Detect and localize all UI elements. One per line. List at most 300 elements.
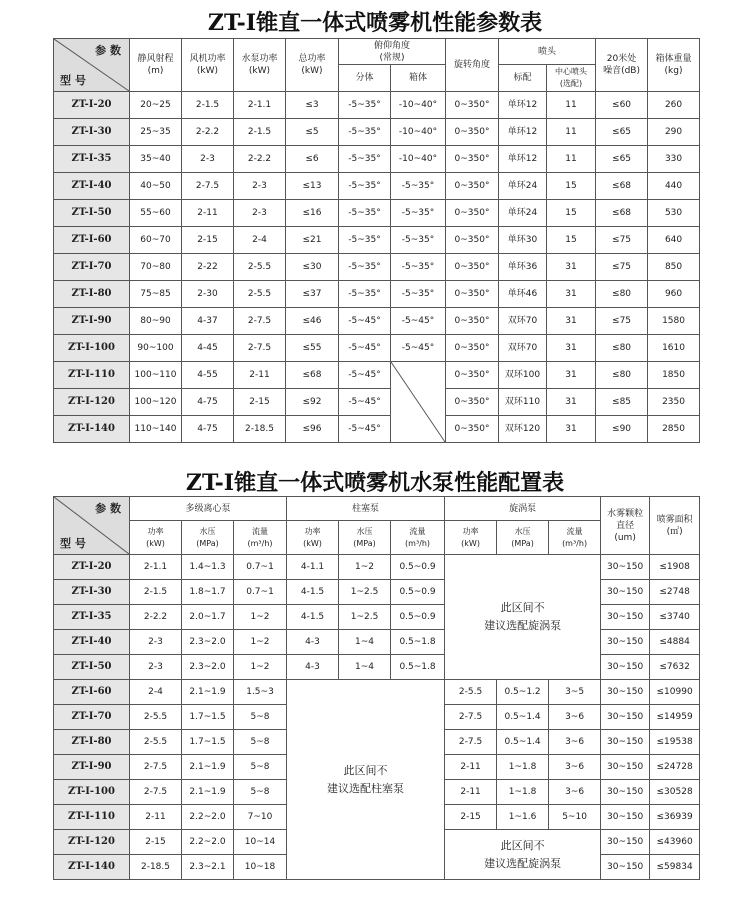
cell-v_press: 1~1.8 (497, 780, 549, 805)
cell-particle: 30~150 (601, 705, 650, 730)
cell-split: -5~35° (339, 254, 391, 281)
cell-v_flow: 5~10 (549, 805, 601, 830)
table-row (54, 680, 700, 705)
cell-m_press: 1.7~1.5 (182, 705, 234, 730)
cell-center: 31 (547, 281, 596, 308)
cell-particle: 30~150 (601, 755, 650, 780)
cell-m_press: 2.3~2.0 (182, 655, 234, 680)
cell-std: 双环110 (499, 389, 547, 416)
cell-particle: 30~150 (601, 630, 650, 655)
model-cell: ZT-I-60 (54, 680, 130, 705)
cell-center: 15 (547, 173, 596, 200)
cell-noise: ≤65 (596, 146, 648, 173)
cell-noise: ≤90 (596, 416, 648, 443)
model-cell: ZT-I-120 (54, 389, 130, 416)
cell-particle: 30~150 (601, 655, 650, 680)
table-row (54, 580, 700, 605)
cell-rot: 0~350° (446, 146, 499, 173)
cell-range: 75~85 (130, 281, 182, 308)
header-v-flow: 流量 (m³/h) (549, 521, 601, 555)
cell-particle: 30~150 (601, 680, 650, 705)
cell-area: ≤43960 (650, 830, 700, 855)
model-cell: ZT-I-110 (54, 805, 130, 830)
cell-m_power: 2-4 (130, 680, 182, 705)
header-pump-power: 水泵功率 (kW) (234, 39, 286, 92)
cell-range: 110~140 (130, 416, 182, 443)
cell-noise: ≤65 (596, 119, 648, 146)
cell-split: -5~45° (339, 389, 391, 416)
cell-p_flow: 0.5~0.9 (391, 605, 445, 630)
header-m-power: 功率 (kW) (130, 521, 182, 555)
cell-v_press: 1~1.8 (497, 755, 549, 780)
header-m-pressure: 水压 (MPa) (182, 521, 234, 555)
header-total-power: 总功率 (kW) (286, 39, 339, 92)
table-row (54, 281, 700, 308)
cell-center: 31 (547, 335, 596, 362)
model-cell: ZT-I-20 (54, 92, 130, 119)
model-cell: ZT-I-120 (54, 830, 130, 855)
cell-weight: 2850 (648, 416, 700, 443)
cell-p_press: 1~2.5 (339, 605, 391, 630)
cell-rot: 0~350° (446, 362, 499, 389)
cell-split: -5~45° (339, 308, 391, 335)
cell-m_press: 2.1~1.9 (182, 780, 234, 805)
cell-split: -5~35° (339, 173, 391, 200)
cell-p_flow: 0.5~0.9 (391, 555, 445, 580)
cell-rot: 0~350° (446, 416, 499, 443)
cell-range: 100~110 (130, 362, 182, 389)
performance-table (53, 38, 700, 443)
table-row (54, 362, 700, 389)
cell-box: -10~40° (391, 119, 446, 146)
cell-v_flow: 3~6 (549, 705, 601, 730)
table2-title: ZT-I锥直一体式喷雾机水泵性能配置表 (185, 470, 565, 496)
cell-range: 80~90 (130, 308, 182, 335)
model-cell: ZT-I-30 (54, 119, 130, 146)
cell-total: ≤13 (286, 173, 339, 200)
cell-center: 31 (547, 254, 596, 281)
cell-range: 60~70 (130, 227, 182, 254)
cell-particle: 30~150 (601, 605, 650, 630)
header-range: 静风射程 (m) (130, 39, 182, 92)
table-row (54, 605, 700, 630)
cell-box: -5~35° (391, 281, 446, 308)
cell-std: 单环24 (499, 200, 547, 227)
empty-cell (391, 362, 446, 443)
header-nozzle: 喷头 (499, 39, 596, 65)
header-rotation: 旋转角度 (446, 39, 499, 92)
cell-weight: 530 (648, 200, 700, 227)
cell-area: ≤2748 (650, 580, 700, 605)
cell-std: 双环100 (499, 362, 547, 389)
cell-m_power: 2-11 (130, 805, 182, 830)
cell-std: 单环36 (499, 254, 547, 281)
table-row (54, 308, 700, 335)
cell-std: 单环46 (499, 281, 547, 308)
pump-config-table (53, 496, 700, 880)
cell-center: 31 (547, 362, 596, 389)
model-cell: ZT-I-40 (54, 630, 130, 655)
model-cell: ZT-I-90 (54, 308, 130, 335)
cell-fan: 2-7.5 (182, 173, 234, 200)
model-cell: ZT-I-35 (54, 146, 130, 173)
cell-noise: ≤80 (596, 362, 648, 389)
cell-noise: ≤85 (596, 389, 648, 416)
cell-split: -5~35° (339, 200, 391, 227)
cell-m_flow: 0.7~1 (234, 555, 287, 580)
header-nozzle-center: 中心喷头 (选配) (547, 65, 596, 92)
cell-p_press: 1~4 (339, 655, 391, 680)
cell-area: ≤3740 (650, 605, 700, 630)
header-v-pressure: 水压 (MPa) (497, 521, 549, 555)
cell-pump: 2-7.5 (234, 335, 286, 362)
cell-center: 15 (547, 227, 596, 254)
cell-m_power: 2-2.2 (130, 605, 182, 630)
cell-fan: 4-45 (182, 335, 234, 362)
cell-m_flow: 10~14 (234, 830, 287, 855)
table-row (54, 173, 700, 200)
cell-center: 31 (547, 389, 596, 416)
table-row (54, 630, 700, 655)
cell-pump: 2-3 (234, 173, 286, 200)
model-cell: ZT-I-70 (54, 705, 130, 730)
table-row (54, 555, 700, 580)
cell-fan: 2-11 (182, 200, 234, 227)
header-plunger-pump: 柱塞泵 (287, 497, 445, 521)
cell-pump: 2-15 (234, 389, 286, 416)
cell-weight: 440 (648, 173, 700, 200)
cell-m_power: 2-15 (130, 830, 182, 855)
model-cell: ZT-I-140 (54, 416, 130, 443)
vortex-not-recommended-note-bottom: 此区间不 建议选配旋涡泵 (445, 830, 601, 880)
cell-m_power: 2-1.1 (130, 555, 182, 580)
cell-m_flow: 1~2 (234, 605, 287, 630)
cell-weight: 1850 (648, 362, 700, 389)
cell-m_flow: 1~2 (234, 630, 287, 655)
cell-box: -10~40° (391, 146, 446, 173)
cell-area: ≤24728 (650, 755, 700, 780)
cell-v_flow: 3~6 (549, 780, 601, 805)
cell-fan: 4-75 (182, 416, 234, 443)
cell-particle: 30~150 (601, 555, 650, 580)
cell-pump: 2-3 (234, 200, 286, 227)
cell-m_flow: 0.7~1 (234, 580, 287, 605)
cell-split: -5~35° (339, 119, 391, 146)
cell-weight: 640 (648, 227, 700, 254)
cell-m_power: 2-7.5 (130, 780, 182, 805)
cell-m_flow: 5~8 (234, 730, 287, 755)
cell-p_flow: 0.5~1.8 (391, 655, 445, 680)
cell-m_press: 1.4~1.3 (182, 555, 234, 580)
cell-fan: 4-37 (182, 308, 234, 335)
cell-range: 55~60 (130, 200, 182, 227)
model-cell: ZT-I-70 (54, 254, 130, 281)
table-row (54, 416, 700, 443)
cell-range: 90~100 (130, 335, 182, 362)
cell-pump: 2-18.5 (234, 416, 286, 443)
cell-noise: ≤75 (596, 227, 648, 254)
cell-fan: 2-3 (182, 146, 234, 173)
cell-center: 31 (547, 416, 596, 443)
cell-m_power: 2-5.5 (130, 730, 182, 755)
cell-total: ≤96 (286, 416, 339, 443)
cell-split: -5~35° (339, 281, 391, 308)
cell-total: ≤30 (286, 254, 339, 281)
table-row (54, 335, 700, 362)
cell-v_press: 0.5~1.4 (497, 730, 549, 755)
cell-fan: 2-22 (182, 254, 234, 281)
cell-particle: 30~150 (601, 730, 650, 755)
cell-weight: 1580 (648, 308, 700, 335)
cell-m_power: 2-5.5 (130, 705, 182, 730)
model-cell: ZT-I-35 (54, 605, 130, 630)
cell-weight: 260 (648, 92, 700, 119)
cell-center: 15 (547, 200, 596, 227)
cell-p_power: 4-1.5 (287, 605, 339, 630)
cell-fan: 2-30 (182, 281, 234, 308)
cell-noise: ≤75 (596, 308, 648, 335)
cell-weight: 850 (648, 254, 700, 281)
cell-center: 11 (547, 146, 596, 173)
header-vortex-pump: 旋涡泵 (445, 497, 601, 521)
cell-pump: 2-5.5 (234, 254, 286, 281)
model-cell: ZT-I-20 (54, 555, 130, 580)
cell-m_flow: 5~8 (234, 780, 287, 805)
cell-pump: 2-11 (234, 362, 286, 389)
cell-range: 70~80 (130, 254, 182, 281)
cell-area: ≤19538 (650, 730, 700, 755)
cell-m_press: 1.8~1.7 (182, 580, 234, 605)
cell-noise: ≤68 (596, 200, 648, 227)
cell-v_power: 2-7.5 (445, 730, 497, 755)
cell-rot: 0~350° (446, 92, 499, 119)
cell-total: ≤5 (286, 119, 339, 146)
cell-m_press: 1.7~1.5 (182, 730, 234, 755)
header-pitch-box: 箱体 (391, 65, 446, 92)
header-particle-size: 水雾颗粒 直径 (um) (601, 497, 650, 555)
cell-m_press: 2.2~2.0 (182, 830, 234, 855)
cell-v_power: 2-7.5 (445, 705, 497, 730)
cell-total: ≤37 (286, 281, 339, 308)
table-row (54, 92, 700, 119)
cell-p_power: 4-3 (287, 655, 339, 680)
header-m-flow: 流量 (m³/h) (234, 521, 287, 555)
cell-area: ≤1908 (650, 555, 700, 580)
cell-m_power: 2-3 (130, 655, 182, 680)
table-row (54, 227, 700, 254)
cell-weight: 1610 (648, 335, 700, 362)
cell-p_power: 4-3 (287, 630, 339, 655)
cell-m_flow: 7~10 (234, 805, 287, 830)
cell-p_press: 1~2 (339, 555, 391, 580)
cell-m_flow: 5~8 (234, 705, 287, 730)
cell-rot: 0~350° (446, 254, 499, 281)
cell-m_press: 2.3~2.1 (182, 855, 234, 880)
cell-area: ≤10990 (650, 680, 700, 705)
cell-split: -5~45° (339, 416, 391, 443)
cell-v_press: 0.5~1.4 (497, 705, 549, 730)
cell-fan: 2-2.2 (182, 119, 234, 146)
table-row (54, 200, 700, 227)
cell-rot: 0~350° (446, 227, 499, 254)
cell-pump: 2-5.5 (234, 281, 286, 308)
model-cell: ZT-I-80 (54, 281, 130, 308)
cell-rot: 0~350° (446, 200, 499, 227)
cell-pump: 2-7.5 (234, 308, 286, 335)
cell-std: 单环12 (499, 146, 547, 173)
cell-noise: ≤60 (596, 92, 648, 119)
table-row (54, 254, 700, 281)
cell-m_flow: 10~18 (234, 855, 287, 880)
header-nozzle-std: 标配 (499, 65, 547, 92)
cell-area: ≤4884 (650, 630, 700, 655)
header-p-pressure: 水压 (MPa) (339, 521, 391, 555)
header-p-flow: 流量 (m³/h) (391, 521, 445, 555)
vortex-not-recommended-note-top: 此区间不 建议选配旋涡泵 (445, 555, 601, 680)
model-cell: ZT-I-100 (54, 780, 130, 805)
cell-center: 31 (547, 308, 596, 335)
cell-fan: 2-15 (182, 227, 234, 254)
cell-box: -10~40° (391, 92, 446, 119)
cell-total: ≤6 (286, 146, 339, 173)
header-spray-area: 喷雾面积 (㎡) (650, 497, 700, 555)
cell-particle: 30~150 (601, 580, 650, 605)
model-cell: ZT-I-90 (54, 755, 130, 780)
cell-weight: 330 (648, 146, 700, 173)
cell-std: 单环12 (499, 92, 547, 119)
cell-weight: 2350 (648, 389, 700, 416)
cell-total: ≤21 (286, 227, 339, 254)
cell-total: ≤55 (286, 335, 339, 362)
cell-std: 单环12 (499, 119, 547, 146)
cell-p_press: 1~4 (339, 630, 391, 655)
cell-m_power: 2-1.5 (130, 580, 182, 605)
table-row (54, 119, 700, 146)
cell-m_press: 2.1~1.9 (182, 755, 234, 780)
cell-particle: 30~150 (601, 780, 650, 805)
cell-p_press: 1~2.5 (339, 580, 391, 605)
cell-m_press: 2.0~1.7 (182, 605, 234, 630)
cell-range: 20~25 (130, 92, 182, 119)
cell-box: -5~35° (391, 227, 446, 254)
header-noise: 20米处 噪音(dB) (596, 39, 648, 92)
cell-range: 100~120 (130, 389, 182, 416)
cell-range: 35~40 (130, 146, 182, 173)
cell-rot: 0~350° (446, 389, 499, 416)
cell-box: -5~35° (391, 254, 446, 281)
cell-box: -5~35° (391, 200, 446, 227)
plunger-not-recommended-note: 此区间不 建议选配柱塞泵 (287, 680, 445, 880)
cell-rot: 0~350° (446, 173, 499, 200)
cell-area: ≤36939 (650, 805, 700, 830)
cell-p_power: 4-1.5 (287, 580, 339, 605)
cell-area: ≤59834 (650, 855, 700, 880)
cell-total: ≤16 (286, 200, 339, 227)
cell-total: ≤68 (286, 362, 339, 389)
header-fan-power: 风机功率 (kW) (182, 39, 234, 92)
cell-pump: 2-2.2 (234, 146, 286, 173)
cell-v_power: 2-11 (445, 780, 497, 805)
cell-fan: 4-75 (182, 389, 234, 416)
header-p-power: 功率 (kW) (287, 521, 339, 555)
cell-pump: 2-1.5 (234, 119, 286, 146)
cell-particle: 30~150 (601, 805, 650, 830)
model-cell: ZT-I-40 (54, 173, 130, 200)
cell-p_flow: 0.5~0.9 (391, 580, 445, 605)
model-cell: ZT-I-110 (54, 362, 130, 389)
cell-area: ≤30528 (650, 780, 700, 805)
cell-m_flow: 1.5~3 (234, 680, 287, 705)
model-cell: ZT-I-100 (54, 335, 130, 362)
cell-m_flow: 5~8 (234, 755, 287, 780)
cell-area: ≤7632 (650, 655, 700, 680)
cell-pump: 2-4 (234, 227, 286, 254)
cell-particle: 30~150 (601, 855, 650, 880)
table-row (54, 389, 700, 416)
table-row (54, 655, 700, 680)
model-cell: ZT-I-60 (54, 227, 130, 254)
header-pitch-split: 分体 (339, 65, 391, 92)
cell-box: -5~45° (391, 308, 446, 335)
cell-particle: 30~150 (601, 830, 650, 855)
cell-rot: 0~350° (446, 308, 499, 335)
table1-title: ZT-I锥直一体式喷雾机性能参数表 (207, 10, 543, 36)
cell-split: -5~35° (339, 92, 391, 119)
cell-weight: 960 (648, 281, 700, 308)
cell-p_power: 4-1.1 (287, 555, 339, 580)
header-multistage-pump: 多级离心泵 (130, 497, 287, 521)
cell-split: -5~35° (339, 146, 391, 173)
cell-m_press: 2.2~2.0 (182, 805, 234, 830)
cell-noise: ≤75 (596, 254, 648, 281)
cell-std: 双环70 (499, 308, 547, 335)
cell-m_press: 2.1~1.9 (182, 680, 234, 705)
cell-rot: 0~350° (446, 335, 499, 362)
cell-v_power: 2-11 (445, 755, 497, 780)
model-cell: ZT-I-80 (54, 730, 130, 755)
cell-v_flow: 3~5 (549, 680, 601, 705)
header-weight: 箱体重量 (kg) (648, 39, 700, 92)
cell-fan: 2-1.5 (182, 92, 234, 119)
header-v-power: 功率 (kW) (445, 521, 497, 555)
cell-m_power: 2-3 (130, 630, 182, 655)
model-cell: ZT-I-140 (54, 855, 130, 880)
cell-v_flow: 3~6 (549, 730, 601, 755)
cell-range: 40~50 (130, 173, 182, 200)
cell-weight: 290 (648, 119, 700, 146)
cell-range: 25~35 (130, 119, 182, 146)
cell-m_power: 2-18.5 (130, 855, 182, 880)
table2-corner-header: 参 数 型 号 (54, 497, 130, 555)
cell-fan: 4-55 (182, 362, 234, 389)
cell-std: 单环30 (499, 227, 547, 254)
cell-box: -5~35° (391, 173, 446, 200)
cell-m_flow: 1~2 (234, 655, 287, 680)
model-cell: ZT-I-50 (54, 200, 130, 227)
header-pitch: 俯仰角度 (常规) (339, 39, 446, 65)
cell-v_flow: 3~6 (549, 755, 601, 780)
table-row (54, 146, 700, 173)
cell-split: -5~35° (339, 227, 391, 254)
cell-rot: 0~350° (446, 281, 499, 308)
cell-area: ≤14959 (650, 705, 700, 730)
cell-rot: 0~350° (446, 119, 499, 146)
cell-std: 单环24 (499, 173, 547, 200)
cell-v_press: 1~1.6 (497, 805, 549, 830)
cell-center: 11 (547, 92, 596, 119)
model-cell: ZT-I-30 (54, 580, 130, 605)
cell-noise: ≤80 (596, 335, 648, 362)
